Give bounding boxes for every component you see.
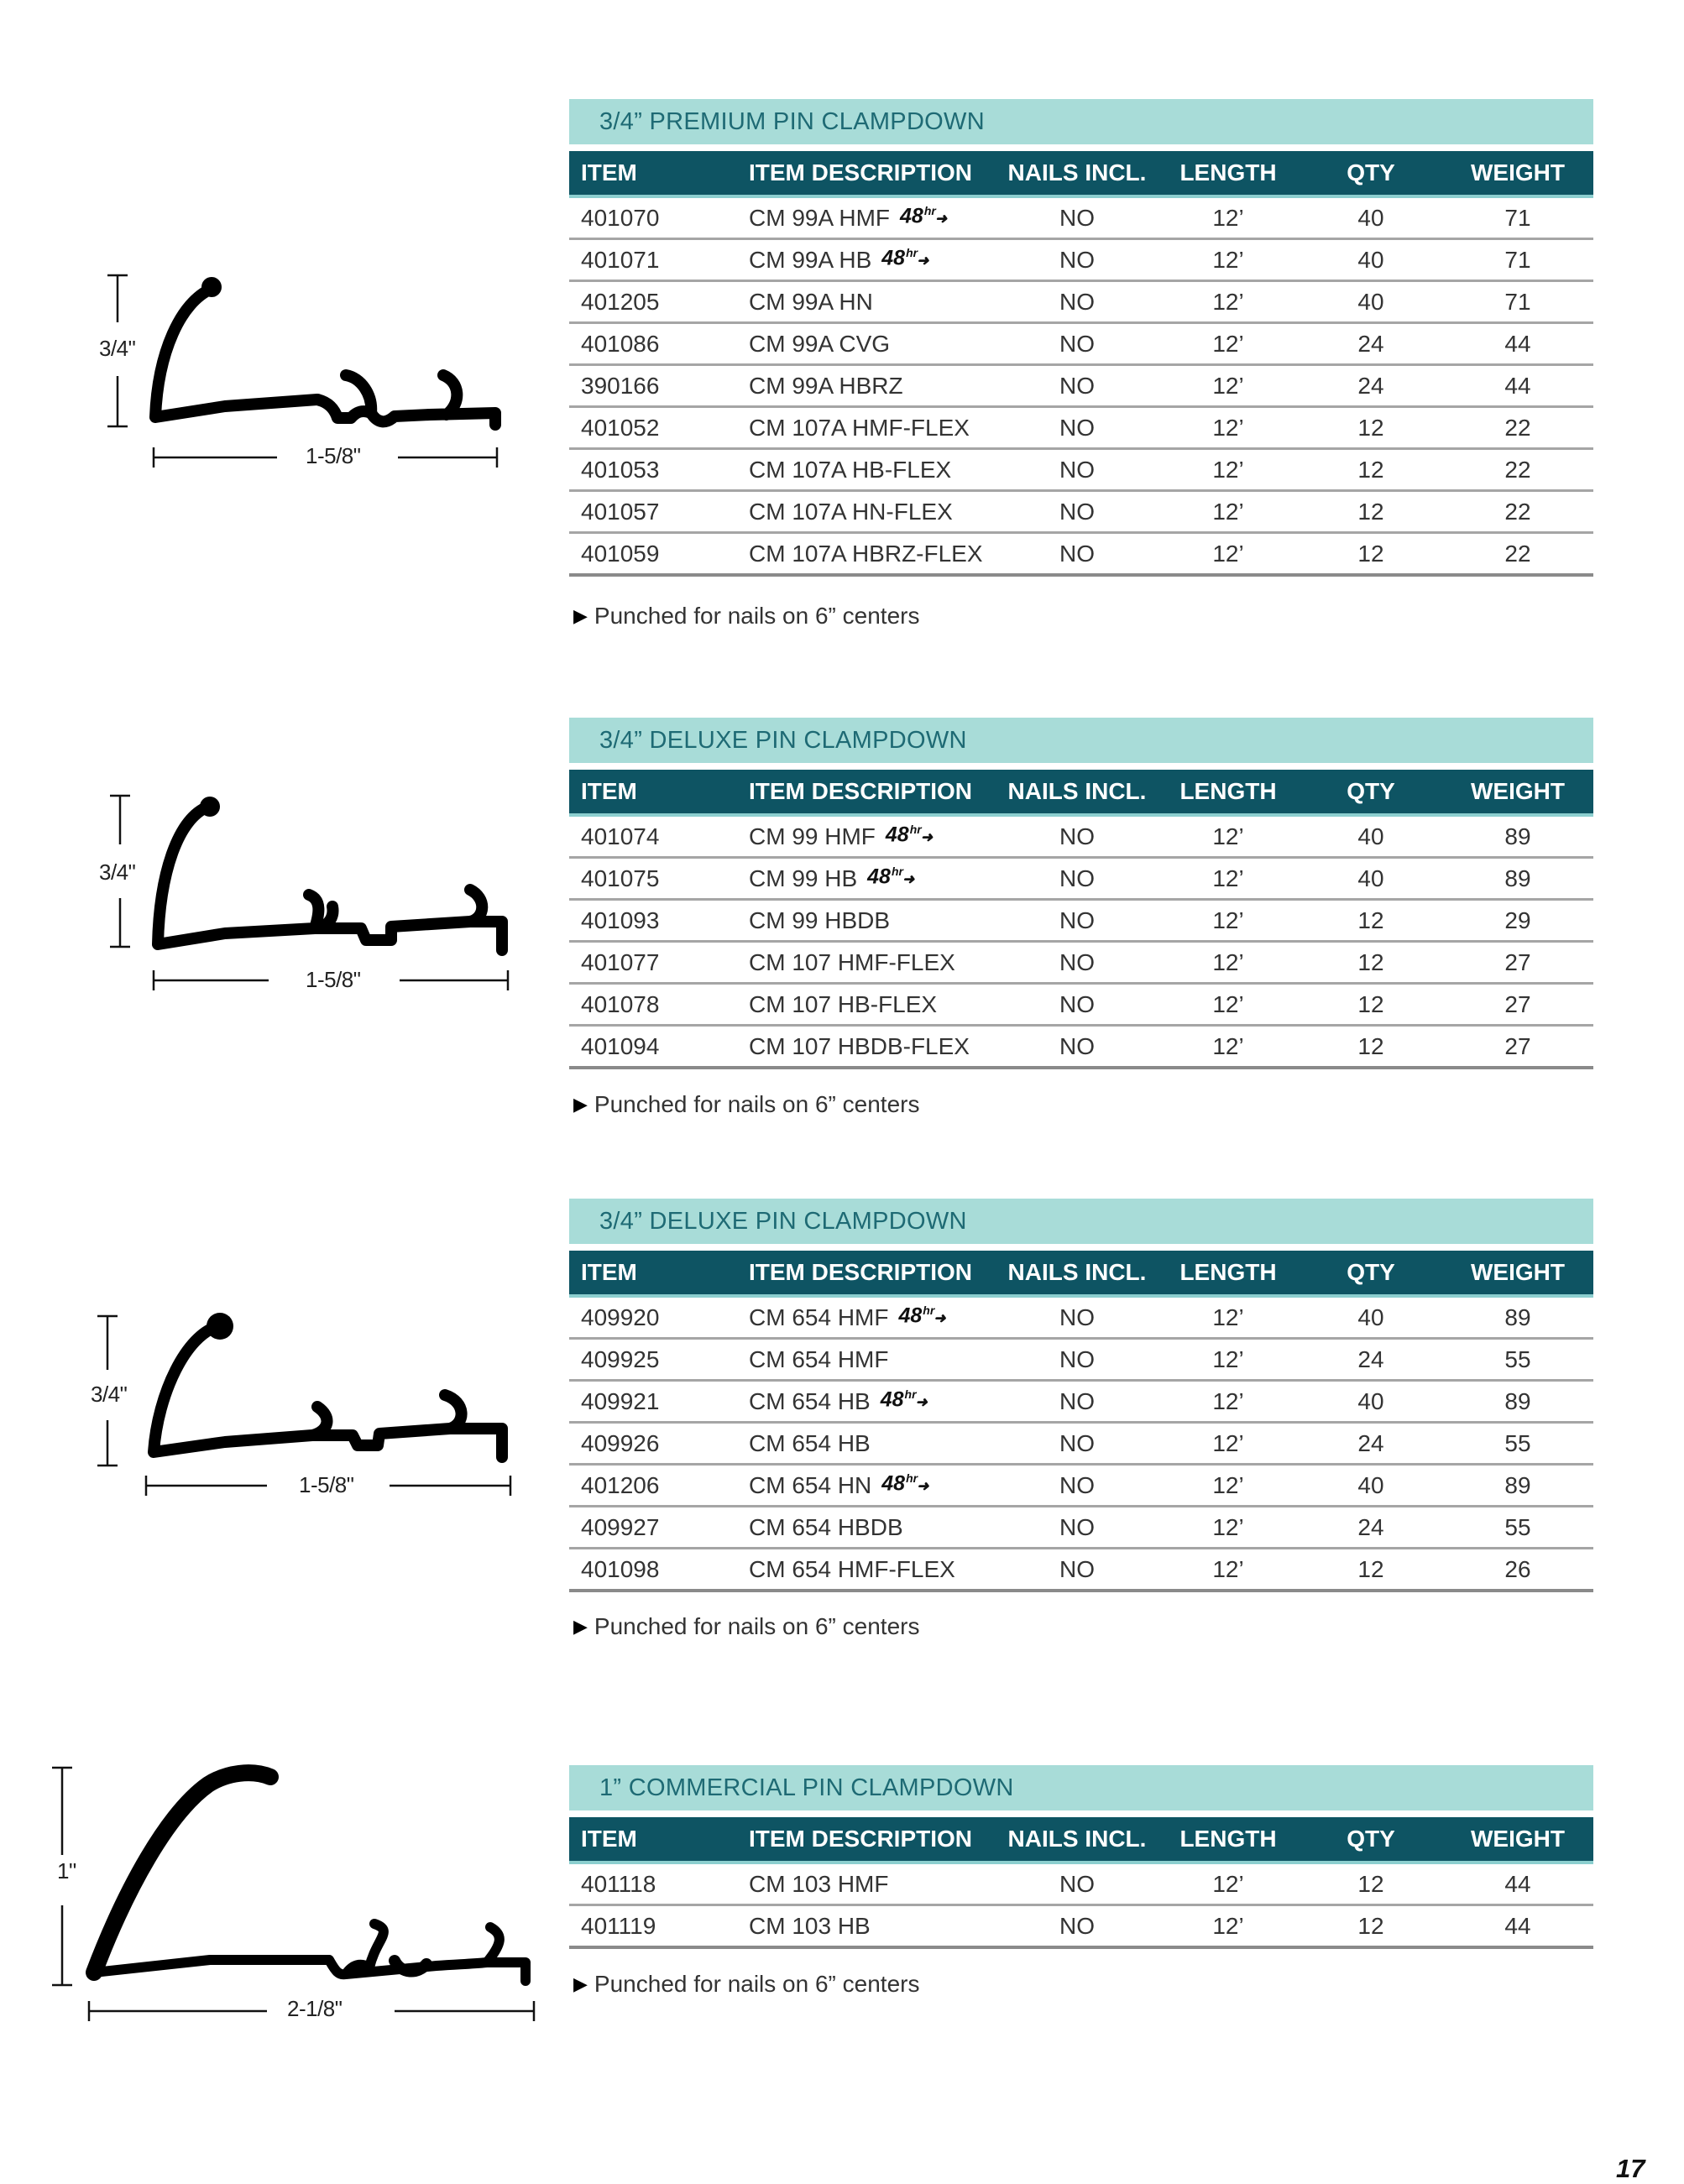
column-header-qty: QTY xyxy=(1300,1817,1442,1863)
column-header-description: ITEM DESCRIPTION xyxy=(737,770,997,815)
weight: 55 xyxy=(1442,1423,1593,1465)
48hr-ship-badge-icon: $48^{hr}➜$ xyxy=(898,1304,946,1328)
height-dimension-2: 3/4" xyxy=(99,859,136,885)
length: 12’ xyxy=(1157,281,1300,323)
nails-included: NO xyxy=(997,1339,1157,1381)
nails-included: NO xyxy=(997,1381,1157,1423)
item-number: 401118 xyxy=(569,1863,737,1905)
quantity: 12 xyxy=(1300,1863,1442,1905)
item-description: CM 654 HB xyxy=(737,1423,997,1465)
bullet-triangle-icon: ▶ xyxy=(573,605,588,626)
table-row xyxy=(569,900,1593,942)
quantity: 12 xyxy=(1300,491,1442,533)
item-number: 401074 xyxy=(569,815,737,858)
item-description: CM 654 HMF $48^{hr}➜$ xyxy=(737,1296,997,1339)
quantity: 40 xyxy=(1300,815,1442,858)
column-header-item: ITEM xyxy=(569,1251,737,1296)
item-number: 401094 xyxy=(569,1026,737,1068)
column-header-description: ITEM DESCRIPTION xyxy=(737,151,997,196)
bullet-triangle-icon: ▶ xyxy=(573,1616,588,1637)
item-description: CM 99A HN xyxy=(737,281,997,323)
item-description: CM 99A CVG xyxy=(737,323,997,365)
weight: 71 xyxy=(1442,281,1593,323)
table-row xyxy=(569,1863,1593,1905)
quantity: 12 xyxy=(1300,1549,1442,1591)
length: 12’ xyxy=(1157,1381,1300,1423)
weight: 22 xyxy=(1442,491,1593,533)
weight: 22 xyxy=(1442,533,1593,576)
section-note: ▶ Punched for nails on 6” centers xyxy=(573,1613,920,1639)
table-row xyxy=(569,942,1593,984)
length: 12’ xyxy=(1157,1296,1300,1339)
item-description: CM 99A HBRZ xyxy=(737,365,997,407)
quantity: 12 xyxy=(1300,900,1442,942)
weight: 89 xyxy=(1442,1296,1593,1339)
item-number: 401077 xyxy=(569,942,737,984)
item-number: 401119 xyxy=(569,1905,737,1948)
item-description: CM 99 HB $48^{hr}➜$ xyxy=(737,858,997,900)
column-header-weight: WEIGHT xyxy=(1442,1817,1593,1863)
section-note: ▶ Punched for nails on 6” centers xyxy=(573,603,920,629)
nails-included: NO xyxy=(997,239,1157,281)
item-number: 401057 xyxy=(569,491,737,533)
weight: 89 xyxy=(1442,815,1593,858)
item-number: 401071 xyxy=(569,239,737,281)
section-deluxe-pin-clampdown-654 xyxy=(569,1199,1593,1592)
quantity: 12 xyxy=(1300,1026,1442,1068)
nails-included: NO xyxy=(997,533,1157,576)
weight: 71 xyxy=(1442,196,1593,239)
column-header-item: ITEM xyxy=(569,1817,737,1863)
length: 12’ xyxy=(1157,407,1300,449)
length: 12’ xyxy=(1157,196,1300,239)
item-number: 401086 xyxy=(569,323,737,365)
nails-included: NO xyxy=(997,1296,1157,1339)
column-header-length: LENGTH xyxy=(1157,151,1300,196)
bullet-triangle-icon: ▶ xyxy=(573,1094,588,1115)
table-row xyxy=(569,1507,1593,1549)
weight: 71 xyxy=(1442,239,1593,281)
product-table xyxy=(569,1817,1593,1949)
width-dimension-2: 1-5/8" xyxy=(306,967,361,992)
length: 12’ xyxy=(1157,533,1300,576)
length: 12’ xyxy=(1157,449,1300,491)
item-description: CM 107A HBRZ-FLEX xyxy=(737,533,997,576)
quantity: 40 xyxy=(1300,1381,1442,1423)
column-header-nails: NAILS INCL. xyxy=(997,1817,1157,1863)
table-row xyxy=(569,196,1593,239)
column-header-length: LENGTH xyxy=(1157,1817,1300,1863)
table-row xyxy=(569,1339,1593,1381)
weight: 27 xyxy=(1442,1026,1593,1068)
length: 12’ xyxy=(1157,239,1300,281)
table-row xyxy=(569,815,1593,858)
table-row xyxy=(569,1026,1593,1068)
column-header-qty: QTY xyxy=(1300,1251,1442,1296)
length: 12’ xyxy=(1157,858,1300,900)
48hr-ship-badge-icon: $48^{hr}➜$ xyxy=(885,823,933,847)
column-header-weight: WEIGHT xyxy=(1442,770,1593,815)
nails-included: NO xyxy=(997,1026,1157,1068)
table-row xyxy=(569,1296,1593,1339)
length: 12’ xyxy=(1157,815,1300,858)
table-row xyxy=(569,1549,1593,1591)
section-commercial-pin-clampdown xyxy=(569,1765,1593,1949)
table-row xyxy=(569,1423,1593,1465)
nails-included: NO xyxy=(997,1423,1157,1465)
nails-included: NO xyxy=(997,491,1157,533)
48hr-ship-badge-icon: $48^{hr}➜$ xyxy=(880,1387,928,1412)
item-number: 401078 xyxy=(569,984,737,1026)
table-header-row xyxy=(569,1251,1593,1296)
nails-included: NO xyxy=(997,281,1157,323)
length: 12’ xyxy=(1157,491,1300,533)
height-dimension-1: 3/4" xyxy=(99,336,136,361)
item-number: 401070 xyxy=(569,196,737,239)
item-number: 401206 xyxy=(569,1465,737,1507)
nails-included: NO xyxy=(997,1863,1157,1905)
weight: 22 xyxy=(1442,407,1593,449)
item-number: 401052 xyxy=(569,407,737,449)
table-header-row xyxy=(569,1817,1593,1863)
nails-included: NO xyxy=(997,449,1157,491)
length: 12’ xyxy=(1157,984,1300,1026)
column-header-qty: QTY xyxy=(1300,151,1442,196)
section-title: 1” COMMERCIAL PIN CLAMPDOWN xyxy=(569,1765,1593,1810)
item-description: CM 654 HN $48^{hr}➜$ xyxy=(737,1465,997,1507)
section-title: 3/4” PREMIUM PIN CLAMPDOWN xyxy=(569,99,1593,144)
section-premium-pin-clampdown xyxy=(569,99,1593,577)
nails-included: NO xyxy=(997,407,1157,449)
48hr-ship-badge-icon: $48^{hr}➜$ xyxy=(867,865,915,889)
item-description: CM 107A HB-FLEX xyxy=(737,449,997,491)
section-note: ▶ Punched for nails on 6” centers xyxy=(573,1091,920,1117)
column-header-qty: QTY xyxy=(1300,770,1442,815)
item-description: CM 99 HMF $48^{hr}➜$ xyxy=(737,815,997,858)
product-table xyxy=(569,770,1593,1069)
item-description: CM 654 HB $48^{hr}➜$ xyxy=(737,1381,997,1423)
item-number: 401098 xyxy=(569,1549,737,1591)
quantity: 24 xyxy=(1300,1339,1442,1381)
quantity: 12 xyxy=(1300,449,1442,491)
page-number: 17 xyxy=(1616,2154,1645,2183)
quantity: 24 xyxy=(1300,323,1442,365)
table-row xyxy=(569,449,1593,491)
product-table xyxy=(569,151,1593,577)
length: 12’ xyxy=(1157,323,1300,365)
table-row xyxy=(569,281,1593,323)
nails-included: NO xyxy=(997,323,1157,365)
weight: 29 xyxy=(1442,900,1593,942)
quantity: 12 xyxy=(1300,984,1442,1026)
table-row xyxy=(569,1465,1593,1507)
quantity: 40 xyxy=(1300,281,1442,323)
weight: 27 xyxy=(1442,942,1593,984)
item-description: CM 107A HMF-FLEX xyxy=(737,407,997,449)
length: 12’ xyxy=(1157,1507,1300,1549)
quantity: 24 xyxy=(1300,1507,1442,1549)
nails-included: NO xyxy=(997,196,1157,239)
length: 12’ xyxy=(1157,1905,1300,1948)
weight: 44 xyxy=(1442,1863,1593,1905)
column-header-nails: NAILS INCL. xyxy=(997,151,1157,196)
item-description: CM 654 HBDB xyxy=(737,1507,997,1549)
item-number: 401205 xyxy=(569,281,737,323)
table-row xyxy=(569,984,1593,1026)
column-header-length: LENGTH xyxy=(1157,1251,1300,1296)
nails-included: NO xyxy=(997,365,1157,407)
weight: 27 xyxy=(1442,984,1593,1026)
column-header-item: ITEM xyxy=(569,770,737,815)
nails-included: NO xyxy=(997,1507,1157,1549)
length: 12’ xyxy=(1157,1863,1300,1905)
height-dimension-4: 1" xyxy=(57,1858,76,1884)
table-row xyxy=(569,365,1593,407)
item-number: 409927 xyxy=(569,1507,737,1549)
table-row xyxy=(569,323,1593,365)
item-description: CM 107A HN-FLEX xyxy=(737,491,997,533)
section-title: 3/4” DELUXE PIN CLAMPDOWN xyxy=(569,718,1593,763)
item-description: CM 654 HMF-FLEX xyxy=(737,1549,997,1591)
quantity: 12 xyxy=(1300,407,1442,449)
column-header-nails: NAILS INCL. xyxy=(997,1251,1157,1296)
height-dimension-3: 3/4" xyxy=(91,1382,128,1407)
table-row xyxy=(569,407,1593,449)
weight: 44 xyxy=(1442,323,1593,365)
column-header-description: ITEM DESCRIPTION xyxy=(737,1817,997,1863)
item-description: CM 103 HB xyxy=(737,1905,997,1948)
bullet-triangle-icon: ▶ xyxy=(573,1973,588,1994)
length: 12’ xyxy=(1157,900,1300,942)
length: 12’ xyxy=(1157,1339,1300,1381)
table-row xyxy=(569,858,1593,900)
item-description: CM 654 HMF xyxy=(737,1339,997,1381)
quantity: 40 xyxy=(1300,239,1442,281)
column-header-weight: WEIGHT xyxy=(1442,151,1593,196)
width-dimension-3: 1-5/8" xyxy=(299,1472,354,1497)
weight: 44 xyxy=(1442,365,1593,407)
column-header-nails: NAILS INCL. xyxy=(997,770,1157,815)
quantity: 40 xyxy=(1300,858,1442,900)
item-description: CM 107 HB-FLEX xyxy=(737,984,997,1026)
item-description: CM 107 HMF-FLEX xyxy=(737,942,997,984)
item-description: CM 99A HB $48^{hr}➜$ xyxy=(737,239,997,281)
length: 12’ xyxy=(1157,1465,1300,1507)
weight: 44 xyxy=(1442,1905,1593,1948)
quantity: 12 xyxy=(1300,942,1442,984)
weight: 89 xyxy=(1442,858,1593,900)
width-dimension-4: 2-1/8" xyxy=(287,1996,343,2021)
item-number: 401053 xyxy=(569,449,737,491)
table-row xyxy=(569,239,1593,281)
length: 12’ xyxy=(1157,1423,1300,1465)
weight: 55 xyxy=(1442,1339,1593,1381)
column-header-length: LENGTH xyxy=(1157,770,1300,815)
section-title: 3/4” DELUXE PIN CLAMPDOWN xyxy=(569,1199,1593,1244)
nails-included: NO xyxy=(997,1465,1157,1507)
table-row xyxy=(569,533,1593,576)
nails-included: NO xyxy=(997,942,1157,984)
48hr-ship-badge-icon: $48^{hr}➜$ xyxy=(881,1471,929,1496)
item-number: 390166 xyxy=(569,365,737,407)
item-description: CM 103 HMF xyxy=(737,1863,997,1905)
48hr-ship-badge-icon: $48^{hr}➜$ xyxy=(900,204,948,228)
quantity: 40 xyxy=(1300,196,1442,239)
item-description: CM 99A HMF $48^{hr}➜$ xyxy=(737,196,997,239)
quantity: 24 xyxy=(1300,1423,1442,1465)
item-number: 409921 xyxy=(569,1381,737,1423)
nails-included: NO xyxy=(997,1549,1157,1591)
item-number: 401093 xyxy=(569,900,737,942)
48hr-ship-badge-icon: $48^{hr}➜$ xyxy=(881,246,929,270)
length: 12’ xyxy=(1157,942,1300,984)
item-number: 409926 xyxy=(569,1423,737,1465)
item-number: 401059 xyxy=(569,533,737,576)
table-row xyxy=(569,1905,1593,1948)
product-table xyxy=(569,1251,1593,1592)
item-number: 409925 xyxy=(569,1339,737,1381)
quantity: 40 xyxy=(1300,1296,1442,1339)
nails-included: NO xyxy=(997,984,1157,1026)
section-deluxe-pin-clampdown xyxy=(569,718,1593,1069)
quantity: 24 xyxy=(1300,365,1442,407)
length: 12’ xyxy=(1157,365,1300,407)
section-note: ▶ Punched for nails on 6” centers xyxy=(573,1971,920,1997)
width-dimension-1: 1-5/8" xyxy=(306,443,361,468)
nails-included: NO xyxy=(997,900,1157,942)
quantity: 12 xyxy=(1300,533,1442,576)
weight: 55 xyxy=(1442,1507,1593,1549)
weight: 89 xyxy=(1442,1465,1593,1507)
item-number: 401075 xyxy=(569,858,737,900)
column-header-description: ITEM DESCRIPTION xyxy=(737,1251,997,1296)
item-description: CM 99 HBDB xyxy=(737,900,997,942)
nails-included: NO xyxy=(997,858,1157,900)
table-row xyxy=(569,491,1593,533)
length: 12’ xyxy=(1157,1549,1300,1591)
table-row xyxy=(569,1381,1593,1423)
quantity: 12 xyxy=(1300,1905,1442,1948)
weight: 26 xyxy=(1442,1549,1593,1591)
item-number: 409920 xyxy=(569,1296,737,1339)
table-header-row xyxy=(569,770,1593,815)
quantity: 40 xyxy=(1300,1465,1442,1507)
table-header-row xyxy=(569,151,1593,196)
weight: 22 xyxy=(1442,449,1593,491)
column-header-weight: WEIGHT xyxy=(1442,1251,1593,1296)
column-header-item: ITEM xyxy=(569,151,737,196)
nails-included: NO xyxy=(997,1905,1157,1948)
weight: 89 xyxy=(1442,1381,1593,1423)
item-description: CM 107 HBDB-FLEX xyxy=(737,1026,997,1068)
length: 12’ xyxy=(1157,1026,1300,1068)
nails-included: NO xyxy=(997,815,1157,858)
